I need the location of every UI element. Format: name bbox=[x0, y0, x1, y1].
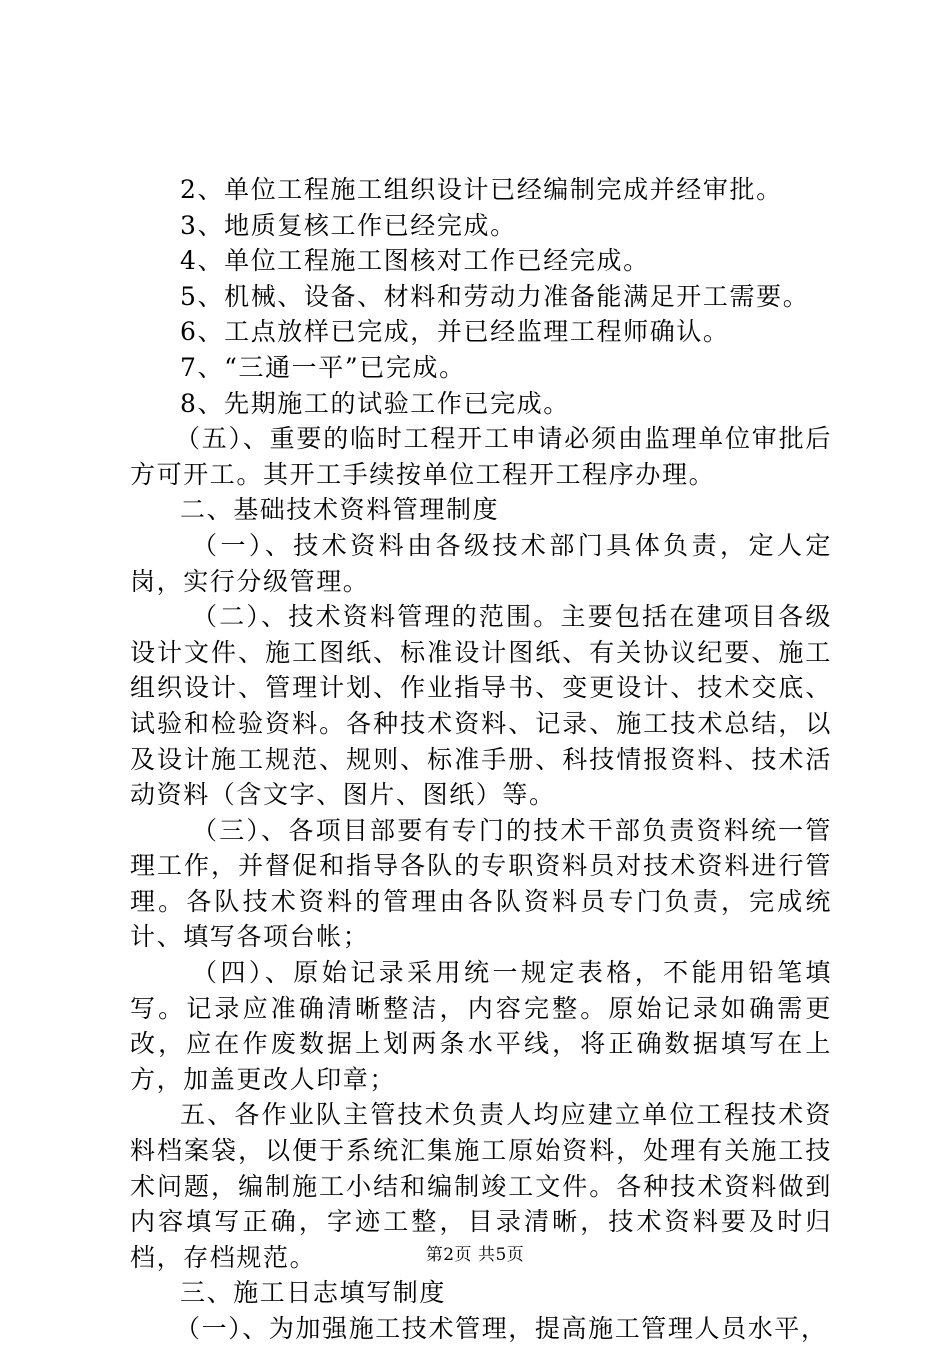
list-item-6: 6、工点放样已完成，并已经监理工程师确认。 bbox=[180, 317, 730, 347]
clause-one: （一）、技术资料由各级技术部门具体负责，定人定岗，实行分级管理。 bbox=[130, 530, 832, 596]
page-footer: 第2页 共5页 bbox=[425, 1245, 525, 1265]
list-item-3: 3、地质复核工作已经完成。 bbox=[180, 210, 517, 240]
clause-two: （二）、技术资料管理的范围。主要包括在建项目各级设计文件、施工图纸、标准设计图纸、有关协议纪要、施工组织设计、管理计划、作业指导书、变更设计、技术交底、试验和检验资料。各种技术资料、记录、施工技术总结，以及设计施工规范、规则、标准手册、科技情报资料、技术活动资料（含文字、图片、图纸）等。 bbox=[130, 602, 832, 810]
list-item-7: 7、“三通一平”已完成。 bbox=[180, 352, 466, 382]
list-item-4: 4、单位工程施工图核对工作已经完成。 bbox=[180, 246, 650, 276]
clause-one-log: （一）、为加强施工技术管理，提高施工管理人员水平， bbox=[175, 1314, 828, 1343]
section-heading-three: 三、施工日志填写制度 bbox=[180, 1278, 447, 1308]
list-item-2: 2、单位工程施工组织设计已经编制完成并经审批。 bbox=[180, 175, 783, 204]
section-heading-two: 二、基础技术资料管理制度 bbox=[180, 495, 500, 525]
clause-five: （五）、重要的临时工程开工申请必须由监理单位审批后方可开工。其开工手续按单位工程开工程序办理。 bbox=[130, 424, 832, 489]
clause-four: （四）、原始记录采用统一规定表格，不能用铅笔填写。记录应准确清晰整洁，内容完整。原始记录如确需更改，应在作废数据上划两条水平线，将正确数据填写在上方，加盖更改人印章； bbox=[130, 958, 832, 1094]
document-body bbox=[130, 172, 832, 1347]
list-item-8: 8、先期施工的试验工作已完成。 bbox=[180, 388, 570, 418]
clause-three: （三）、各项目部要有专门的技术干部负责资料统一管理工作，并督促和指导各队的专职资料员对技术资料进行管理。各队技术资料的管理由各队资料员专门负责，完成统计、填写各项台帐； bbox=[130, 815, 832, 952]
list-item-5: 5、机械、设备、材料和劳动力准备能满足开工需要。 bbox=[180, 281, 810, 311]
section-five-paragraph: 五、各作业队主管技术负责人均应建立单位工程技术资料档案袋，以便于系统汇集施工原始资料，处理有关施工技术问题，编制施工小结和编制竣工文件。各种技术资料做到内容填写正确，字迹工整，目录清晰，技术资料要及时归档，存档规范。 bbox=[130, 1100, 832, 1272]
